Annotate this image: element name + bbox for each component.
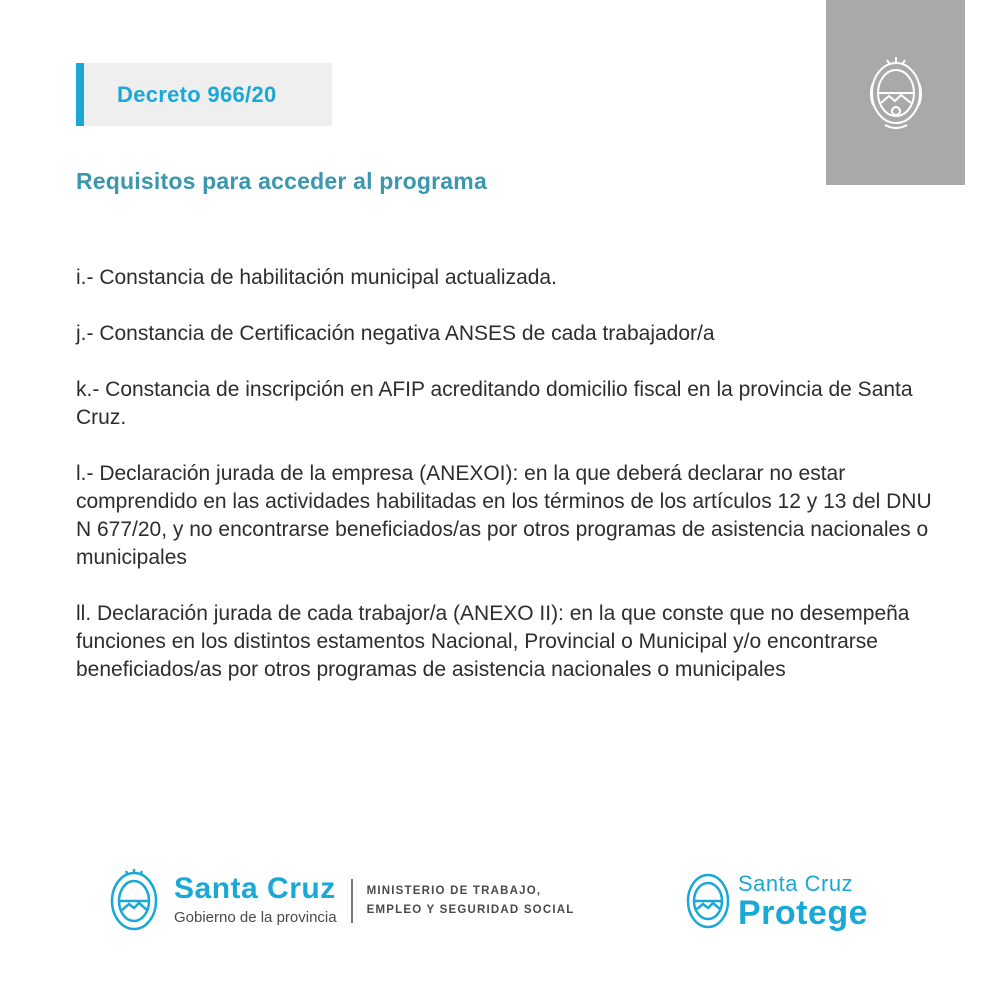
ministry-line-1: MINISTERIO DE TRABAJO, [366,885,542,897]
requirement-item: l.- Declaración jurada de la empresa (ANEXOI): en la que deberá declarar no estar comprendido en las actividades habilitadas en los términos de los artículos 12 y 13 del DNU N 677/20, y no encontrarse beneficiados/as por otros programas de asistencia nacionales o municipales [76,462,932,569]
page-subtitle: Requisitos para acceder al programa [76,168,487,194]
decree-accent-bar [76,63,84,126]
crest-panel [826,0,965,185]
brand-subtitle: Gobierno de la provincia [174,909,337,926]
campaign-logo [682,866,868,936]
coat-of-arms-icon [863,53,929,133]
protege-crest-icon [682,870,734,932]
ministry-name [367,882,575,920]
campaign-title: Santa Cruz [738,871,854,896]
ministry-line-2: EMPLEO Y SEGURIDAD SOCIAL [366,904,575,916]
requirement-item: j.- Constancia de Certificación negativa ANSES de cada trabajador/a [76,322,715,345]
requirement-item: ll. Declaración jurada de cada trabajor/a (ANEXO II): en la que conste que no desempeña funciones en los distintos estamentos Nacional, Provincial o Municipal y/o encontrarse beneficiados/as por otros programas de asistencia nacionales o municipales [76,602,910,681]
requirement-item: i.- Constancia de habilitación municipal actualizada. [76,266,557,289]
santa-cruz-crest-icon [106,867,162,935]
logo-divider [351,879,353,923]
requirement-item: k.- Constancia de inscripción en AFIP acreditando domicilio fiscal en la provincia de Santa Cruz. [76,378,913,429]
campaign-slogan: Protege [738,894,869,932]
requirements-list [76,264,936,712]
decree-label: Decreto 966/20 [117,81,277,107]
government-logo [106,866,574,936]
brand-name: Santa Cruz [174,872,336,905]
decree-label-box [76,63,332,126]
